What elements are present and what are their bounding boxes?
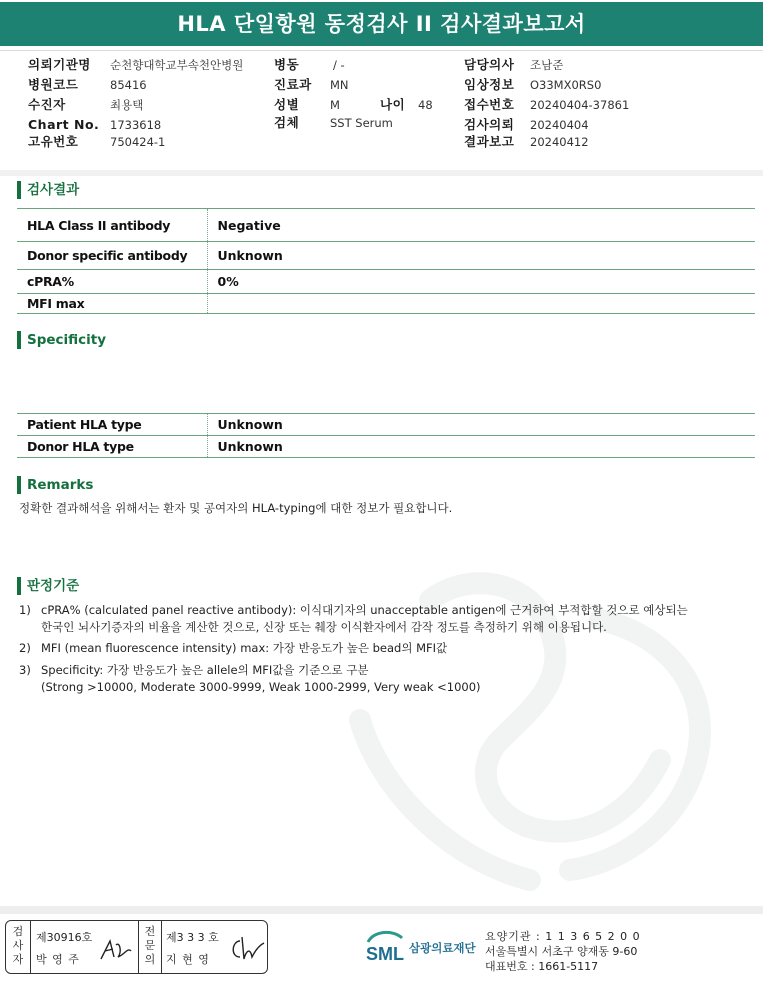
chart-no-value: 1733618 (110, 118, 162, 132)
divider-strip (0, 170, 763, 176)
specialist-label: 전 문 의 (144, 925, 156, 966)
info-row-institution: 의뢰기관명 (28, 57, 91, 72)
table-row (17, 242, 755, 270)
specialist-signature-icon (226, 935, 266, 963)
results-section-title: 검사결과 (17, 181, 79, 199)
accession-value: 20240404-37861 (530, 98, 630, 112)
chart-no-label: Chart No. (28, 117, 100, 132)
table-row (17, 414, 755, 436)
criteria-section-title: 판정기준 (17, 577, 79, 595)
report-title-bar (0, 2, 763, 46)
table-row (17, 209, 755, 242)
svg-text:SML: SML (366, 944, 404, 964)
patient-value: 최용택 (110, 98, 144, 112)
hla-key: Patient HLA type (17, 414, 207, 436)
hla-value: Unknown (217, 439, 283, 454)
department-value: MN (330, 78, 349, 92)
inspector-name: 박 영 주 (36, 953, 80, 966)
hla-value: Unknown (217, 417, 283, 432)
sex-label: 성별 (274, 97, 300, 112)
age-label: 나이 (380, 97, 406, 112)
ward-label: 병동 (274, 57, 300, 72)
sex-value: M (330, 98, 340, 112)
logo-name: 삼광의료재단 (409, 941, 476, 955)
remarks-section-title: Remarks (17, 476, 93, 494)
remark-text: 정확한 결과해석을 위해서는 환자 및 공여자의 HLA-typing에 대한 정보가 필요합니다. (19, 501, 453, 515)
doctor-value: 조남준 (530, 58, 564, 72)
criteria-item-3: 3) Specificity: 가장 반응도가 높은 allele의 MFI값을 기준으로 구분 (Strong >10000, Moderate 3000-9999, Weak 1000-2999, Very weak <1000) (19, 663, 481, 694)
patient-label: 수진자 (28, 97, 66, 112)
ward-value: / - (333, 58, 345, 72)
clinical-info-value: O33MX0RS0 (530, 78, 602, 92)
hospital-code-value: 85416 (110, 78, 147, 92)
unique-id-label: 고유번호 (28, 134, 79, 149)
specialist-no: 제3 3 3 호 (166, 931, 219, 944)
specificity-section-title: Specificity (17, 331, 106, 349)
phone: 대표번호 : 1661-5117 (485, 960, 599, 973)
hla-key: Donor HLA type (17, 436, 207, 458)
specimen-value: SST Serum (330, 116, 393, 130)
criteria-item-1: 1) cPRA% (calculated panel reactive antibody): 이식대기자의 unacceptable antigen에 근거하여 부적합할 것으로 예상되는 한국인 뇌사기증자의 비율을 계산한 것으로, 신장 또는 췌장 이식환자에서 감작 정도를 측정하기 위해 이용됩니다. (19, 603, 688, 634)
table-row (17, 294, 755, 314)
report-title: HLA 단일항원 동정검사 II 검사결과보고서 (177, 12, 586, 36)
institution-code: 요양기관 : 1 1 3 6 5 2 0 0 (485, 930, 641, 943)
age-value: 48 (418, 98, 433, 112)
result-key: MFI max (17, 294, 207, 314)
accession-label: 접수번호 (464, 97, 515, 112)
unique-id-value: 750424-1 (110, 135, 166, 149)
clinical-info-label: 임상정보 (464, 77, 515, 92)
watermark-logo-icon (300, 540, 760, 920)
result-key: cPRA% (17, 270, 207, 294)
request-date-value: 20240404 (530, 118, 589, 132)
result-value (207, 294, 755, 314)
doctor-label: 담당의사 (464, 57, 515, 72)
result-value: Unknown (217, 248, 283, 263)
result-value: Negative (217, 217, 281, 233)
inspector-label: 검 사 자 (12, 925, 24, 966)
results-table (17, 208, 755, 314)
specialist-name: 지 현 영 (166, 953, 210, 966)
patient-info-block (0, 50, 763, 170)
inspector-signature-icon (98, 937, 134, 963)
department-label: 진료과 (274, 77, 312, 92)
institution-value: 순천향대학교부속천안병원 (110, 58, 244, 72)
hospital-code-label: 병원코드 (28, 77, 79, 92)
footer-divider (0, 906, 763, 914)
result-key: Donor specific antibody (17, 242, 207, 270)
table-row (17, 436, 755, 458)
request-date-label: 검사의뢰 (464, 117, 515, 132)
specimen-label: 검체 (274, 115, 300, 130)
report-date-label: 결과보고 (464, 134, 515, 149)
table-row (17, 270, 755, 294)
criteria-item-2: 2) MFI (mean fluorescence intensity) max: 가장 반응도가 높은 bead의 MFI값 (19, 641, 448, 655)
signature-box (5, 920, 268, 974)
hla-type-table (17, 413, 755, 458)
inspector-no: 제30916호 (36, 931, 93, 944)
result-key: HLA Class II antibody (17, 209, 207, 242)
address: 서울특별시 서초구 양재동 9-60 (485, 945, 638, 958)
result-value: 0% (217, 274, 239, 289)
report-date-value: 20240412 (530, 135, 589, 149)
